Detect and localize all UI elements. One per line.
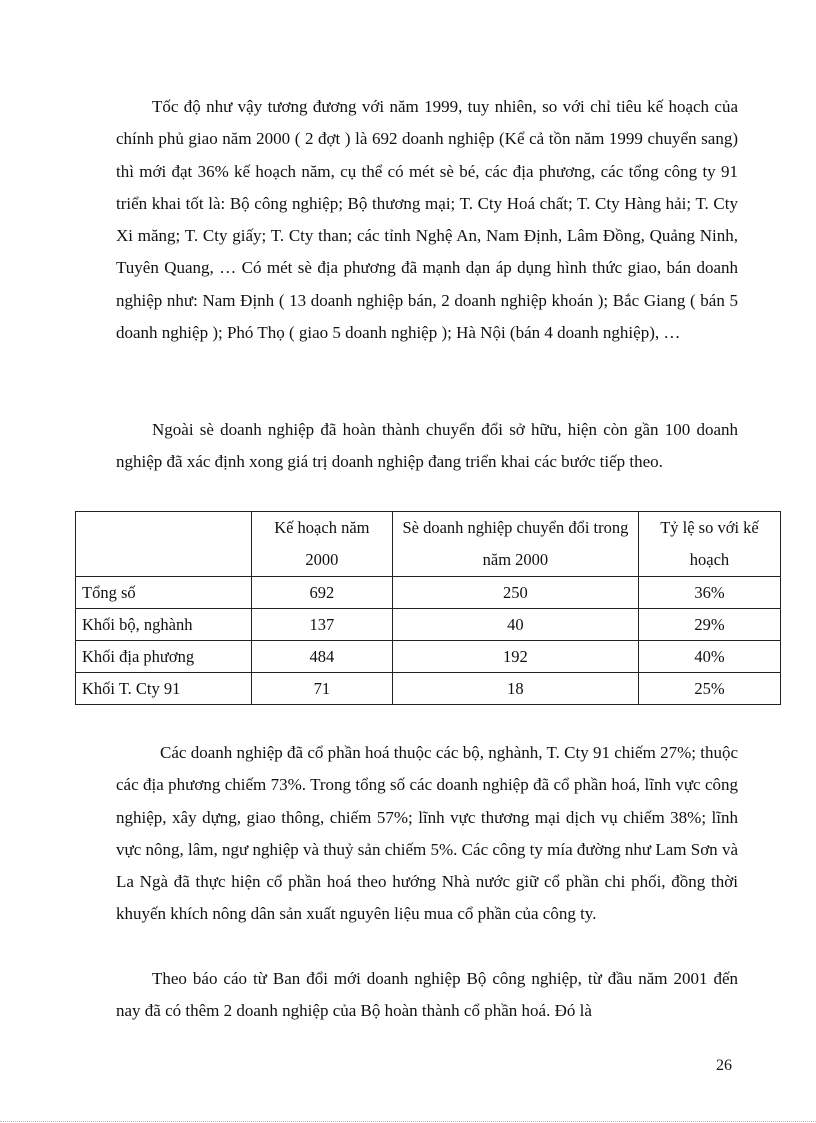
paragraph-1-text: Tốc độ như vậy tương đương với năm 1999, tuy nhiên, so với chỉ tiêu kế hoạch của chính phủ giao năm 2000 ( 2 đợt ) là 692 doanh nghiệp (Kể cả tồn năm 1999 chuyển sang) thì mới đạt 36% kế hoạch năm, cụ thể có mét sè bé, các địa phương, các tổng công ty 91 triển khai tốt là: Bộ công nghiệp; Bộ thương mại; T. Cty Hoá chất; T. Cty Hàng hải; T. Cty Xi măng; T. Cty giấy; T. Cty than; các tỉnh Nghệ An, Nam Định, Lâm Đồng, Quảng Ninh, Tuyên Quang, … Có mét sè địa phương đã mạnh dạn áp dụng hình thức giao, bán doanh nghiệp như: Nam Định ( 13 doanh nghiệp bán, 2 doanh nghiệp khoán ); Bắc Giang ( bán 5 doanh nghiệp ); Phó Thọ ( giao 5 doanh nghiệp ); Hà Nội (bán 4 doanh nghiệp), …	[116, 97, 738, 343]
table-cell: 692	[251, 577, 392, 609]
privatization-table	[75, 511, 781, 705]
table-cell: 40	[392, 609, 638, 641]
table-row-label: Khối địa phương	[76, 641, 252, 673]
table-row-label: Khối T. Cty 91	[76, 673, 252, 705]
table-header-cell: Tỷ lệ so với kế hoạch	[638, 512, 780, 577]
table-cell: 484	[251, 641, 392, 673]
table-cell: 192	[392, 641, 638, 673]
paragraph-3-text: Các doanh nghiệp đã cổ phần hoá thuộc các bộ, nghành, T. Cty 91 chiếm 27%; thuộc các địa phương chiếm 73%. Trong tổng số các doanh nghiệp đã cổ phần hoá, lĩnh vực công nghiệp, xây dựng, giao thông, chiếm 57%; lĩnh vực thương mại dịch vụ chiếm 38%; lĩnh vực nông, lâm, ngư nghiệp và thuỷ sản chiếm 5%. Các công ty mía đường như Lam Sơn và La Ngà đã thực hiện cổ phần hoá theo hướng Nhà nước giữ cổ phần chi phối, đồng thời khuyến khích nông dân sản xuất nguyên liệu mua cổ phần của công ty.	[116, 743, 738, 924]
table-cell: 29%	[638, 609, 780, 641]
table-cell: 36%	[638, 577, 780, 609]
table-row	[76, 673, 781, 705]
paragraph-4-text: Theo báo cáo từ Ban đổi mới doanh nghiệp Bộ công nghiệp, từ đầu năm 2001 đến nay đã có thêm 2 doanh nghiệp của Bộ hoàn thành cổ phần hoá. Đó là	[116, 969, 738, 1021]
table-header-row	[76, 512, 781, 577]
table-cell: 25%	[638, 673, 780, 705]
paragraph-3	[116, 737, 738, 931]
table-header-cell: Kế hoạch năm 2000	[251, 512, 392, 577]
paragraph-1	[116, 91, 738, 349]
table-row	[76, 641, 781, 673]
page-number: 26	[716, 1057, 732, 1074]
table-cell: 18	[392, 673, 638, 705]
paragraph-2	[116, 414, 738, 479]
table-row-label: Tổng số	[76, 577, 252, 609]
table-row	[76, 609, 781, 641]
table-cell: 40%	[638, 641, 780, 673]
table-header-cell: Sè doanh nghiệp chuyển đổi trong năm 2000	[392, 512, 638, 577]
paragraph-2-text: Ngoài sè doanh nghiệp đã hoàn thành chuyển đổi sở hữu, hiện còn gần 100 doanh nghiệp đã xác định xong giá trị doanh nghiệp đang triển khai các bước tiếp theo.	[116, 420, 738, 472]
table-header-cell	[76, 512, 252, 577]
table-row-label: Khối bộ, nghành	[76, 609, 252, 641]
page-bottom-divider	[0, 1121, 816, 1122]
paragraph-4	[116, 963, 738, 1028]
table-cell: 250	[392, 577, 638, 609]
table-row	[76, 577, 781, 609]
table-cell: 71	[251, 673, 392, 705]
table-cell: 137	[251, 609, 392, 641]
